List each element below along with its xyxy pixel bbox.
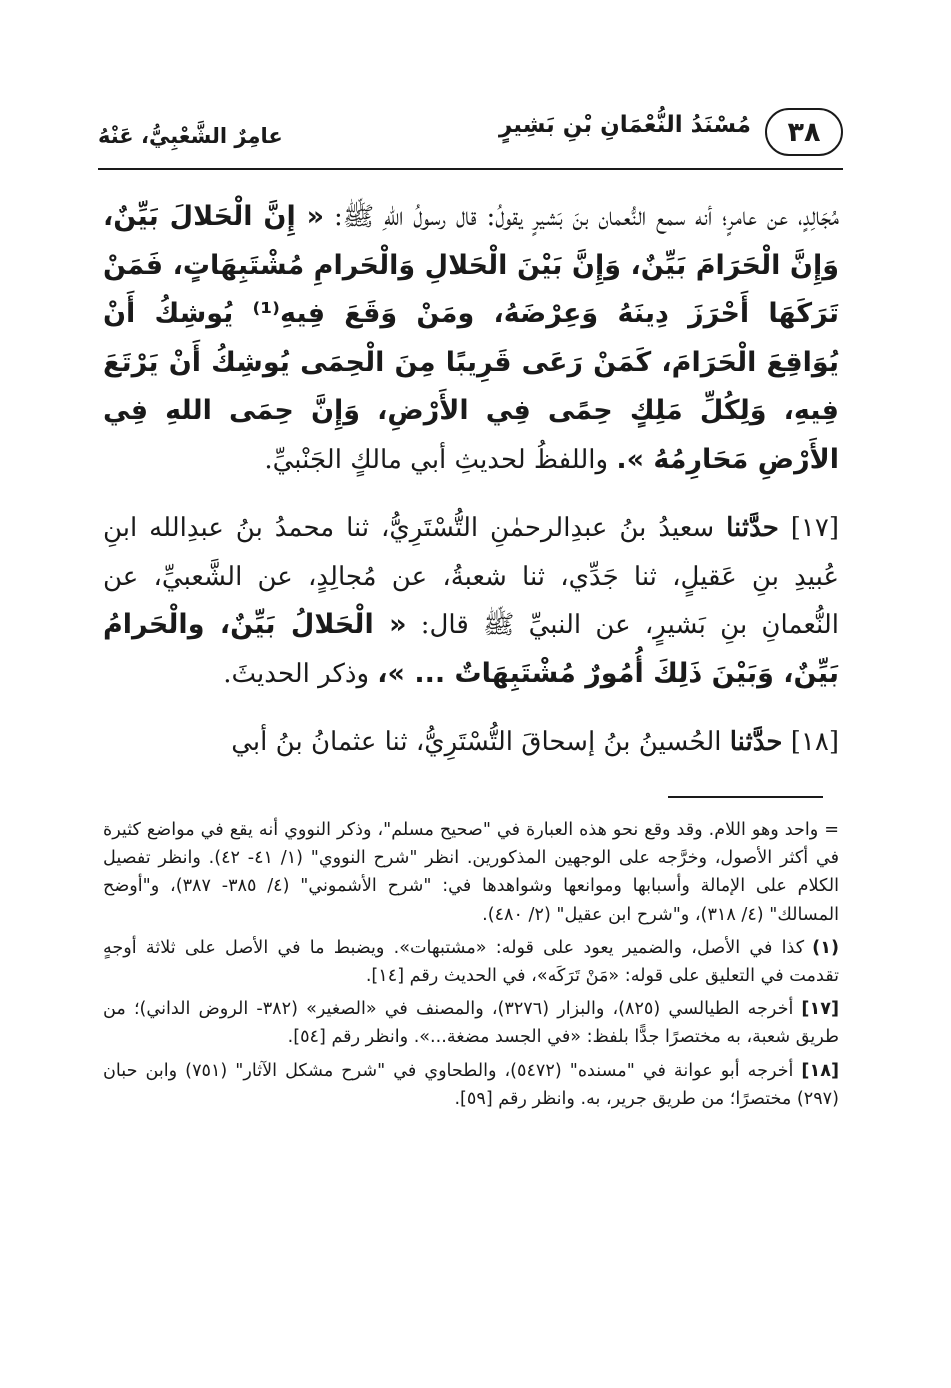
footnote-continued: = واحد وهو اللام. وقد وقع نحو هذه العبارة في "صحيح مسلم"، وذكر النووي أنه يقع في مواضع كثيرة في أكثر الأصول، وخرَّجه على الوجهين المذكورين. انظر "شرح النووي" (١/ ٤١- ٤٢). وانظر تفصيل الكلام على الإمالة وأسبابها وموانعها وشواهدها في: "شرح الأشموني" (٤/ ٣٨٥- ٣٨٧)، و"أوضح المسالك" (٤/ ٣١٨)، و"شرح ابن عقيل" (٢/ ٤٨٠). [103,820,839,925]
footnote-18 [103,1057,839,1113]
footnote-text: أخرجه أبو عوانة في "مسنده" (٥٤٧٢)، والطحاوي في "شرح مشكل الآثار" (٧٥١) وابن حبان (٢٩٧) مختصرًا؛ من طريق جرير، به. وانظر رقم [٥٩]. [103,1060,839,1109]
running-title: مُسْنَدُ النُّعْمَانِ بْنِ بَشِيرٍ [499,112,751,138]
hadith-entry-17 [103,504,839,698]
narration-keyword: حدَّثنا [729,727,783,757]
hadith-entry-18 [103,718,839,767]
text-run: واللفظُ لحديثِ أبي مالكٍ الجَنْبيِّ. [264,444,609,475]
paragraph-continuation [103,193,839,484]
entry-number: [١٧] [790,513,840,543]
entry-number: [١٨] [790,727,839,757]
footnote-text: أخرجه الطيالسي (٨٢٥)، والبزار (٣٢٧٦)، والمصنف في «الصغير» (٣٨٢- الروض الداني)؛ من طريق شعبة، به مختصرًا جدًّا بلفظ: «في الجسد مضغة...». وانظر رقم [٥٤]. [103,999,839,1048]
main-text [103,193,839,767]
footnote-marker: (١) [812,937,839,958]
hadith-quote: « الْحَلالُ بَيِّنٌ، والْحَرامُ بَيِّنٌ، وَبَيْنَ ذَلِكَ أُمُورٌ مُشْتَبِهَاتٌ ... »، [103,609,839,689]
footnote-text: كذا في الأصل، والضمير يعود على قوله: «مشتبهات». ويضبط ما في الأصل على ثلاثة أوجهٍ تقدمت في التعليق على قوله: «مَنْ تَرَكَه»، في الحديث رقم [١٤]. [103,937,839,987]
footnotes [103,816,839,1118]
text-run: سعيدُ بنُ عبدِالرحمٰنِ التُّسْتَرِيُّ، ثنا محمدُ بنُ عبدِالله ابنِ عُبيدِ بنِ عَقيلٍ، ثنا جَدِّي، ثنا شعبةُ، عن مُجالِدٍ، عن الشَّعبيِّ، عن النُّعمانِ بنِ بَشيرٍ، عن النبيِّ ﷺ قال: [103,513,839,640]
text-run: مُجَالِدٍ، عن عامرٍ؛ أنه سمع النُّعمان بنَ بَشيرٍ يقولُ: قال رسولُ اللهِ ﷺ: [333,202,840,232]
page-header [98,108,843,168]
page-number-badge: ٣٨ [765,108,843,156]
footnote-marker: [١٧] [801,999,839,1020]
footnote-17 [103,995,839,1051]
hadith-quote: « إِنَّ الْحَلالَ بَيِّنٌ، وَإِنَّ الْحَرَامَ بَيِّنٌ، وَإِنَّ بَيْنَ الْحَلالِ وَالْحَرامِ مُشْتَبِهَاتٍ، فَمَنْ تَرَكَهَا أَحْرَزَ دِينَهُ وَعِرْضَهُ، ومَنْ وَقَعَ فِيهِ⁽¹⁾ يُوشِكُ أَنْ يُوَاقِعَ الْحَرَامَ، كَمَنْ رَعَى قَرِيبًا مِنَ الْحِمَى يُوشِكُ أَنْ يَرْتَعَ فِيهِ، وَلِكُلِّ مَلِكٍ حِمًى فِي الأَرْضِ، وَإِنَّ حِمَى اللهِ فِي الأَرْضِ مَحَارِمُهُ ». [103,201,839,475]
footnote-divider [668,796,823,798]
text-run: الحُسينُ بنُ إسحاقَ التُّسْتَرِيُّ، ثنا عثمانُ بنُ أبي [231,727,722,757]
chapter-title: عامِرٌ الشَّعْبِيُّ، عَنْهُ [98,124,283,148]
footnote-1 [103,934,839,990]
header-divider [98,168,843,170]
narration-keyword: حدَّثنا [726,513,779,543]
footnote-marker: [١٨] [801,1060,839,1081]
text-run: وذكر الحديثَ. [223,658,369,689]
